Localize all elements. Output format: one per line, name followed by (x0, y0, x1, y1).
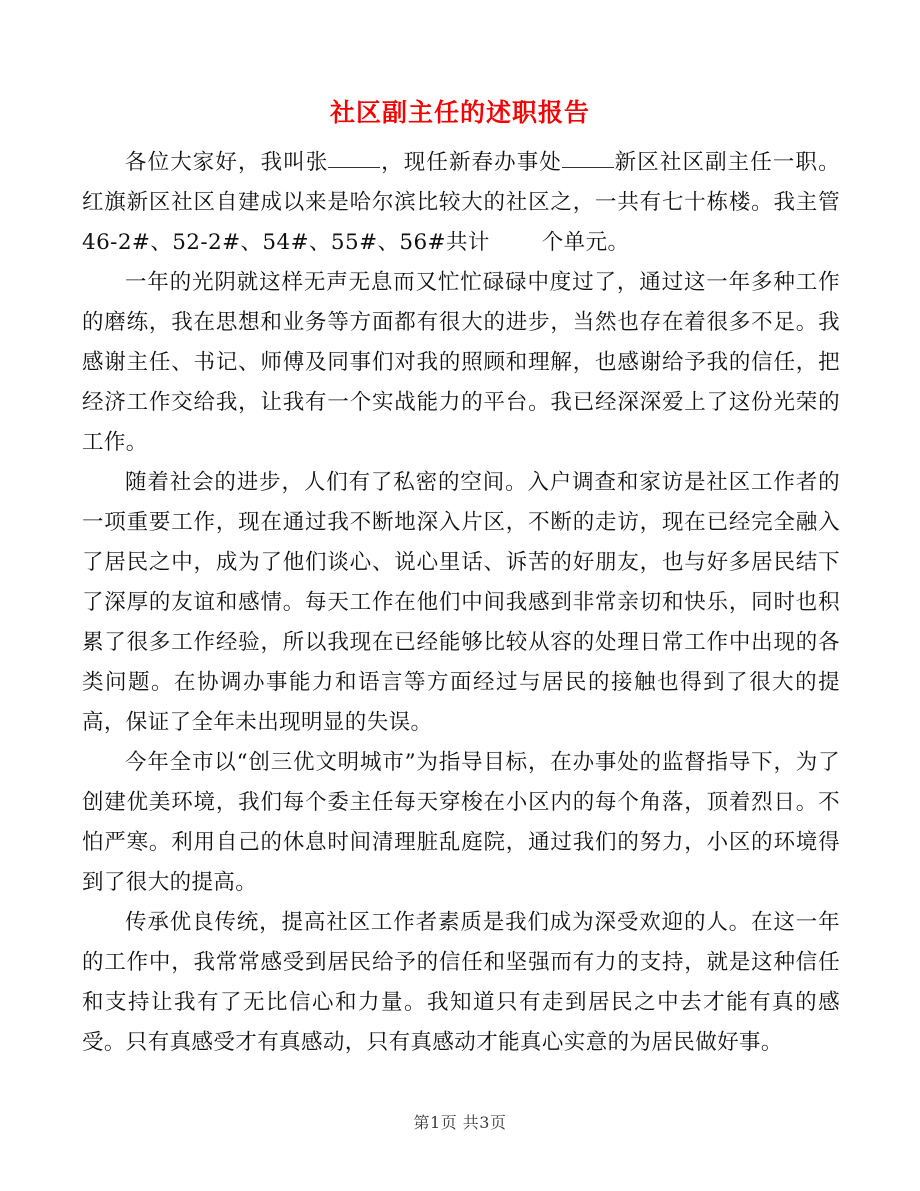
fill-in-gap (490, 223, 542, 245)
fill-in-blank (328, 145, 380, 168)
paragraph-p1: 各位大家好，我叫张 ，现任新春办事处 新区社区副主任一职。红旗新区社区自建成以来是哈尔滨比较大的社区之，一共有七十栋楼。我主管46-2#、52-2#、54#、55#、56#共计 个单元。 (82, 143, 840, 263)
paragraph-p4: 今年全市以“创三优文明城市”为指导目标，在办事处的监督指导下，为了创建优美环境，我们每个委主任每天穿梭在小区内的每个角落，顶着烈日。不怕严寒。利用自己的休息时间清理脏乱庭院，通过我们的努力，小区的环境得到了很大的提高。 (82, 750, 840, 895)
paragraph-p3: 随着社会的进步，人们有了私密的空间。入户调查和家访是社区工作者的一项重要工作，现在通过我不断地深入片区，不断的走访，现在已经完全融入了居民之中，成为了他们谈心、说心里话、诉苦的好朋友，也与好多居民结下了深厚的友谊和感情。每天工作在他们中间我感到非常亲切和快乐，同时也积累了很多工作经验，所以我现在已经能够比较从容的处理日常工作中出现的各类问题。在协调办事能力和语言等方面经过与居民的接触也得到了很大的提高，保证了全年未出现明显的失误。 (82, 470, 840, 735)
page-title: 社区副主任的述职报告 (329, 98, 590, 127)
paragraph-p2: 一年的光阴就这样无声无息而又忙忙碌碌中度过了，通过这一年多种工作的磨练，我在思想和业务等方面都有很大的进步，当然也存在着很多不足。我感谢主任、书记、师傅及同事们对我的照顾和理解，也感谢给予我的信任，把经济工作交给我，让我有一个实战能力的平台。我已经深深爱上了这份光荣的工作。 (82, 270, 840, 455)
fill-in-blank (562, 145, 614, 168)
page-footer: 第1页 共3页 (413, 1113, 507, 1132)
document-body (82, 143, 840, 1063)
paragraph-p5: 传承优良传统，提高社区工作者素质是我们成为深受欢迎的人。在这一年的工作中，我常常感受到居民给予的信任和坚强而有力的支持，就是这种信任和支持让我有了无比信心和力量。我知道只有走到居民之中去才能有真的感受。只有真感受才有真感动，只有真感动才能真心实意的为居民做好事。 (82, 910, 840, 1055)
